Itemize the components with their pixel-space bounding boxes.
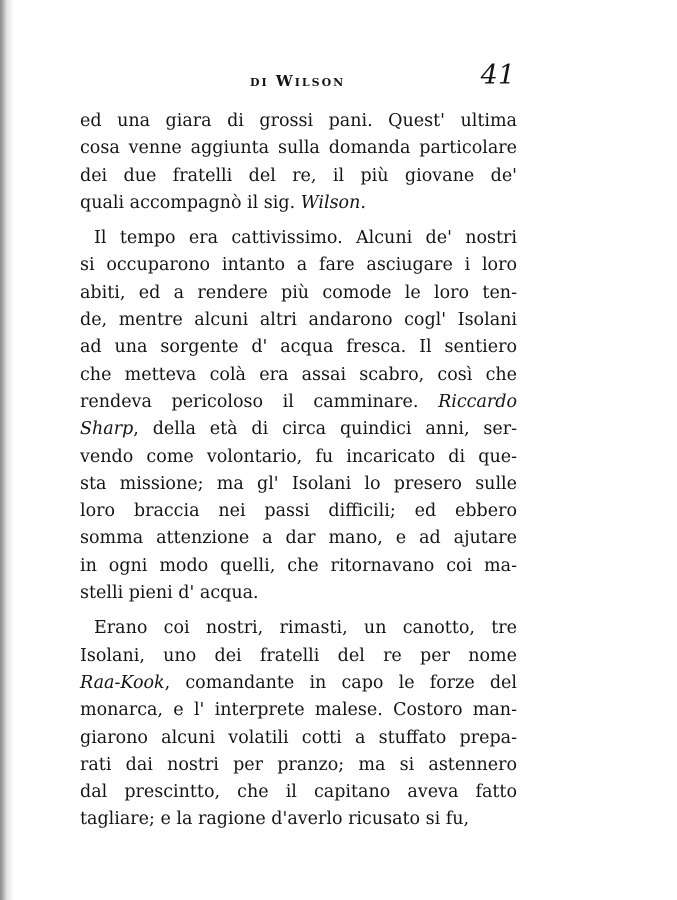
text-line — [80, 252, 517, 279]
text-segment: dei due fratelli del re, il più giovane de' — [80, 165, 517, 186]
text-segment: Il tempo era cattivissimo. Alcuni de' nostri — [94, 228, 517, 249]
text-line — [80, 389, 517, 416]
text-segment: , della età di circa quindici anni, ser- — [133, 419, 517, 440]
page-number: 41 — [480, 60, 515, 91]
text-segment: loro braccia nei passi difficili; ed ebbero — [80, 501, 517, 522]
text-segment: dal prescintto, che il capitano aveva fatto — [80, 782, 517, 803]
text-segment: de, mentre alcuni altri andarono cogl' Isolani — [80, 310, 517, 331]
text-line — [80, 615, 517, 642]
text-line — [80, 498, 517, 525]
italic-name: Riccardo — [438, 391, 517, 412]
text-segment: cosa venne aggiunta sulla domanda particolare — [80, 138, 517, 159]
text-line — [80, 806, 517, 833]
text-line — [80, 362, 517, 389]
text-segment: vendo come volontario, fu incaricato di que- — [80, 446, 517, 467]
text-line — [80, 416, 517, 443]
italic-name: Sharp — [80, 419, 134, 440]
text-line — [80, 525, 517, 552]
text-line — [80, 135, 517, 162]
paragraph — [80, 225, 517, 607]
page-edge-shadow — [0, 0, 14, 900]
text-segment: si occuparono intanto a fare asciugare i loro — [80, 255, 517, 276]
body-text — [80, 108, 517, 834]
text-segment: che metteva colà era assai scabro, così che — [80, 364, 517, 385]
text-line — [80, 643, 517, 670]
text-segment: rati dai nostri per pranzo; ma si astennero — [80, 754, 517, 775]
paragraph-gap — [80, 607, 517, 615]
text-line — [80, 307, 517, 334]
text-segment: rendeva pericoloso il camminare. — [80, 391, 439, 412]
page-header — [80, 62, 517, 96]
text-segment: Isolani, uno dei fratelli del re per nome — [80, 645, 517, 666]
text-line — [80, 334, 517, 361]
text-line — [80, 725, 517, 752]
paragraph — [80, 615, 517, 833]
text-line — [80, 580, 517, 607]
italic-name: Raa-Kook — [80, 672, 165, 693]
text-line — [80, 190, 517, 217]
text-line — [80, 163, 517, 190]
paragraph — [80, 108, 517, 217]
text-line — [80, 444, 517, 471]
text-line — [80, 471, 517, 498]
text-segment: monarca, e l' interprete malese. Costoro man- — [80, 700, 517, 721]
italic-name: Wilson. — [300, 192, 366, 213]
text-segment: in ogni modo quelli, che ritornavano coi ma- — [80, 555, 517, 576]
text-segment: abiti, ed a rendere più comode le loro ten- — [80, 282, 517, 303]
text-line — [80, 108, 517, 135]
text-line — [80, 779, 517, 806]
paragraph-gap — [80, 217, 517, 225]
text-line — [80, 225, 517, 252]
text-line — [80, 280, 517, 307]
text-segment: ad una sorgente d' acqua fresca. Il sentiero — [80, 337, 517, 358]
text-segment: , comandante in capo le forze del — [164, 672, 517, 693]
text-segment: Erano coi nostri, rimasti, un canotto, tre — [94, 618, 517, 639]
text-segment: stelli pieni d' acqua. — [80, 583, 259, 604]
text-line — [80, 670, 517, 697]
text-segment: quali accompagnò il sig. — [80, 192, 301, 213]
text-segment: giarono alcuni volatili cotti a stuffato prepa- — [80, 727, 517, 748]
text-segment: tagliare; e la ragione d'averlo ricusato si fu, — [80, 809, 470, 830]
text-segment: ed una giara di grossi pani. Quest' ultima — [80, 111, 517, 131]
text-segment: somma attenzione a dar mano, e ad ajutare — [80, 528, 517, 549]
running-head: di Wilson — [250, 72, 346, 90]
text-line — [80, 697, 517, 724]
text-line — [80, 752, 517, 779]
text-line — [80, 553, 517, 580]
text-segment: sta missione; ma gl' Isolani lo presero sulle — [80, 473, 517, 494]
